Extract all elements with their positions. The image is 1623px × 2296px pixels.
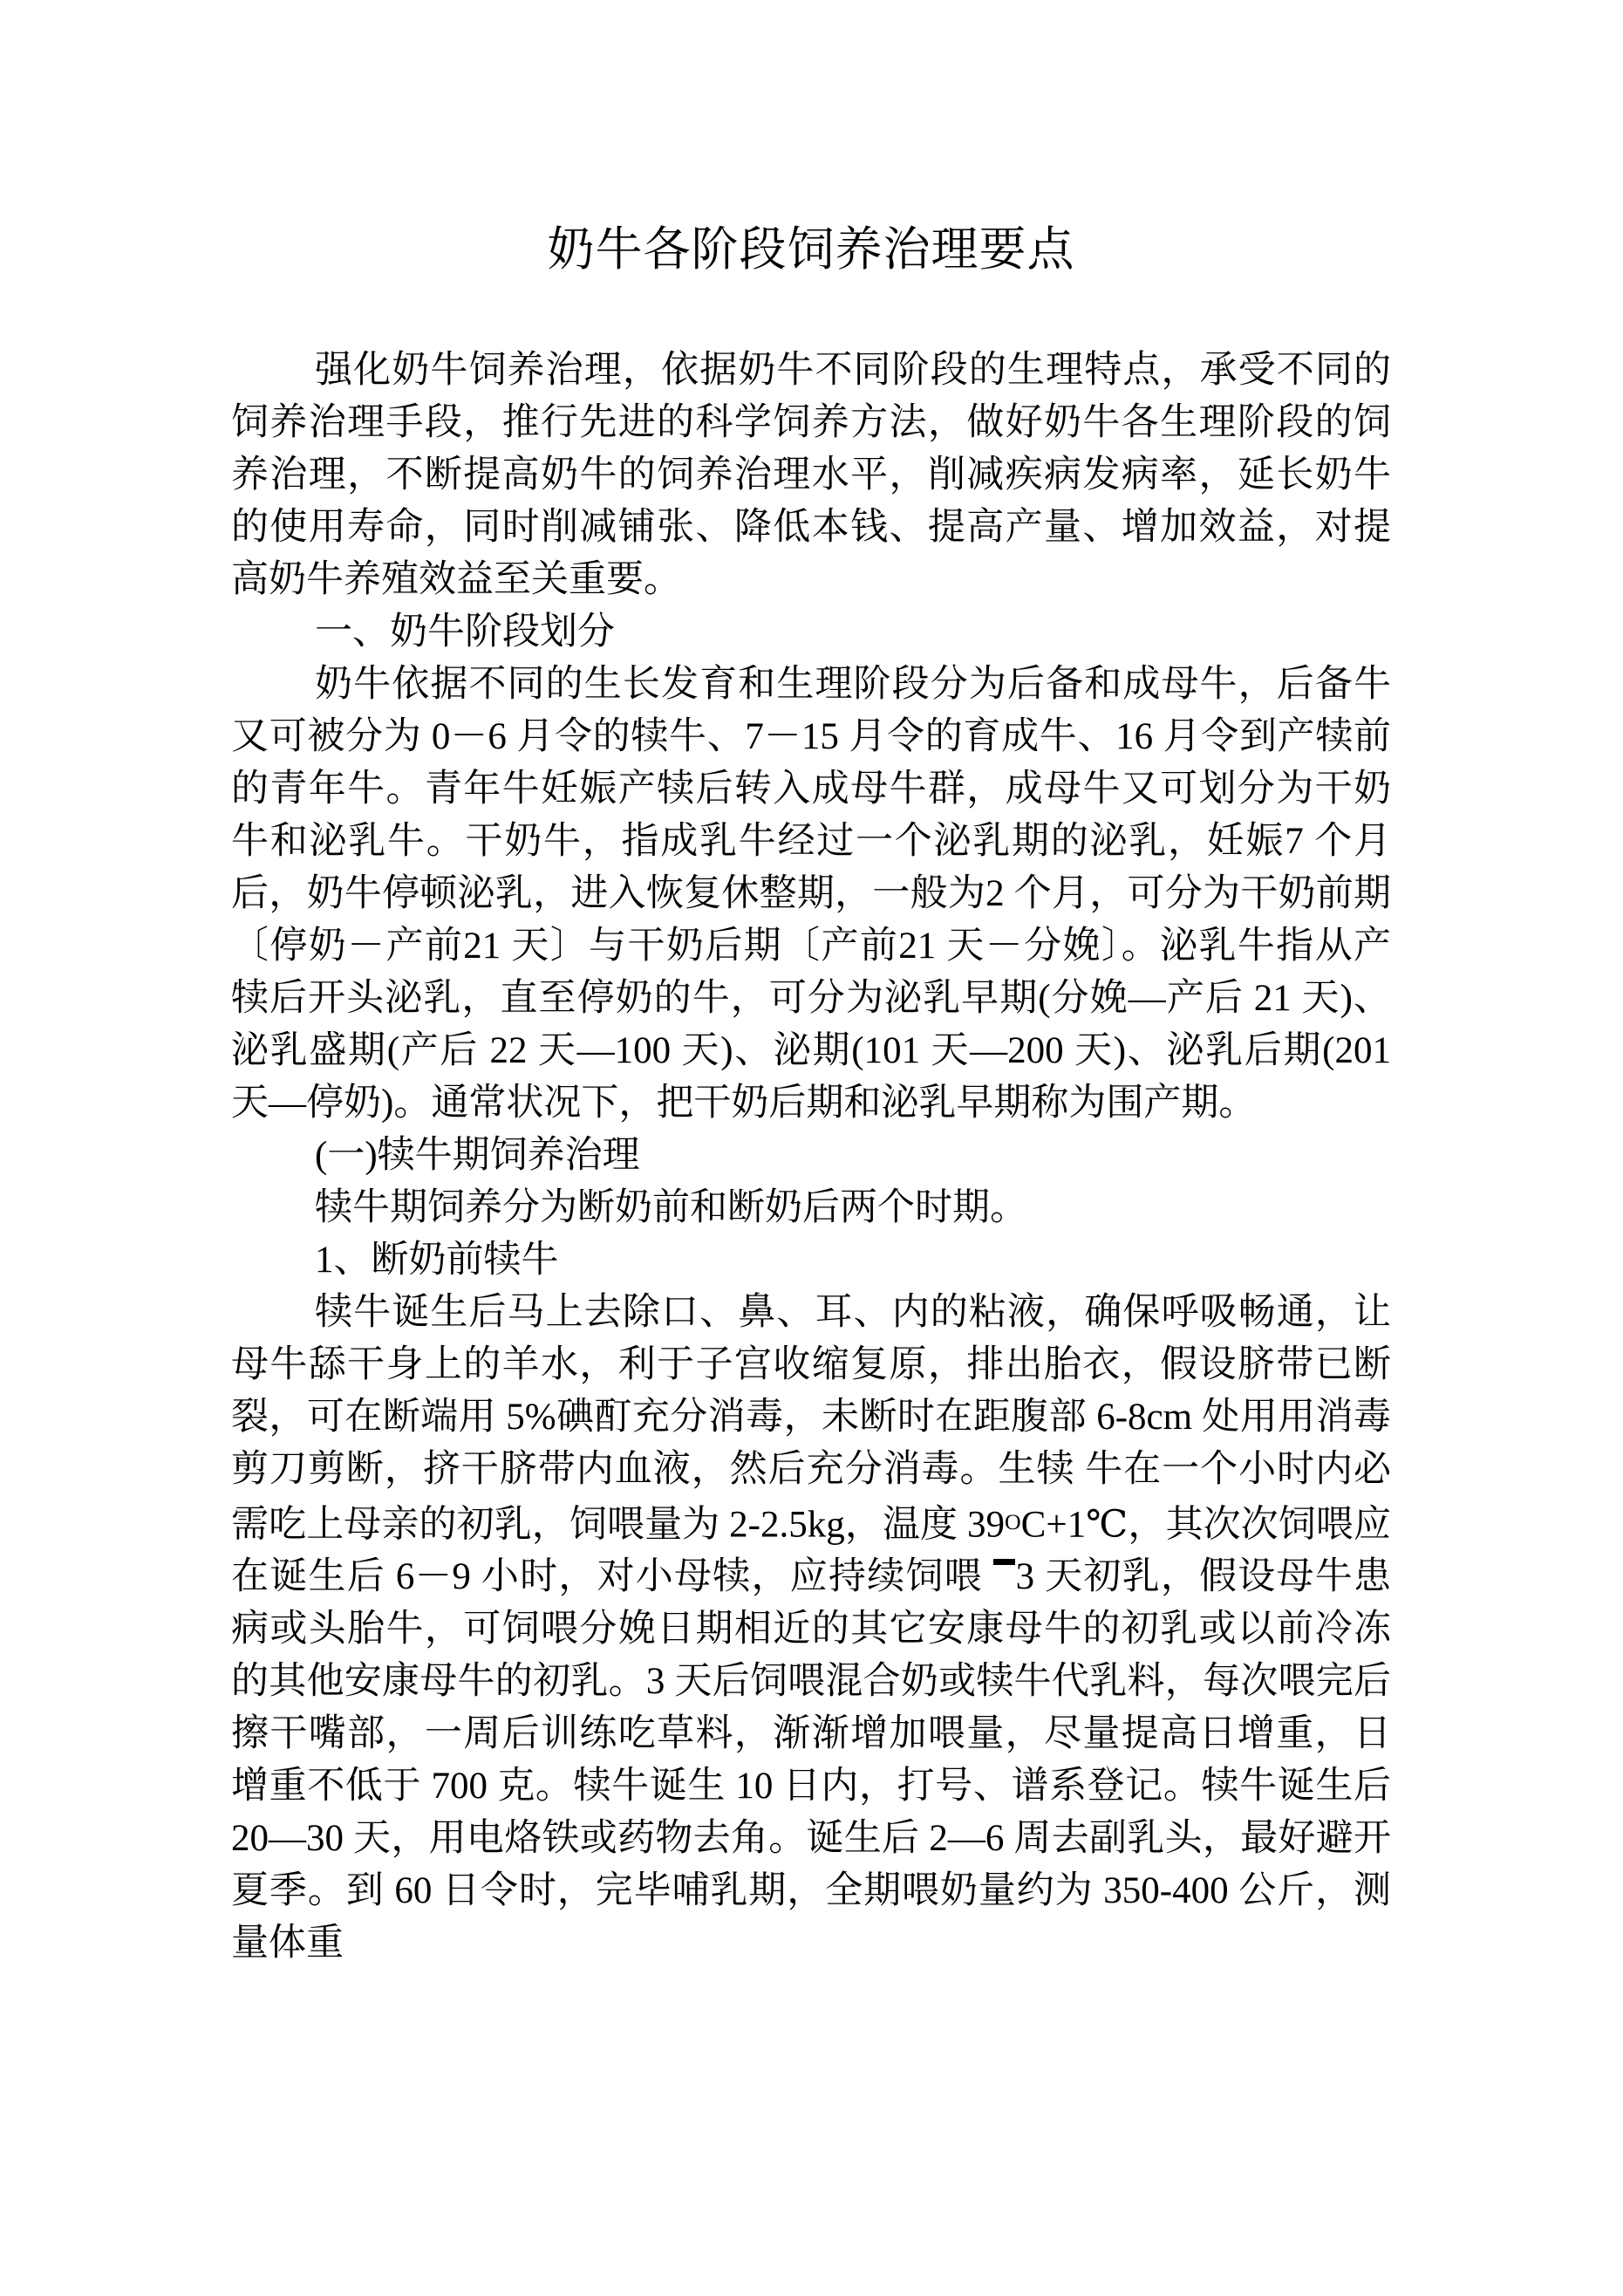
text-segment: 犊牛期饲养分为断奶前和断奶后两个时期。	[315, 1187, 1027, 1228]
text-segment: O	[1005, 1509, 1021, 1534]
overline-mark	[993, 1559, 1015, 1565]
document-body	[231, 345, 1391, 1970]
paragraph	[231, 1234, 1391, 1287]
text-segment: 犊牛诞生后马上去除口、鼻、耳、内的粘液，确保呼吸畅通，让母牛舔干身上的羊水，利于子宫收缩复原，排出胎衣，假设脐带已断裂，可在断端用 5%碘酊充分消毒，未断时在距腹部 6-8cm 处用用消毒剪刀剪断，挤干脐带内血液，然后充分消毒。生犊 牛在一个小时内必需吃上母亲的初乳，饲喂量为 2-2.5kg，温度 39	[231, 1292, 1391, 1546]
text-segment: 一、奶牛阶段划分	[315, 612, 615, 653]
text-segment: 3 天初乳，假设母牛患病或头胎牛，可饲喂分娩日期相近的其它安康母牛的初乳或以前冷冻的其他安康母牛的初乳。3 天后饲喂混合奶或犊牛代乳料，每次喂完后擦干嘴部，一周后训练吃草料，渐渐增加喂量，尽量提高日增重，日增重不低于 700 克。犊牛诞生 10 日内，打号、谱系登记。犊牛诞生后 20—30 天，用电烙铁或药物去角。诞生后 2—6 周去副乳头，最好避开夏季。到 60 日令时，完毕哺乳期，全期喂奶量约为 350-400 公斤，测量体重	[231, 1556, 1392, 1965]
document-title: 奶牛各阶段饲养治理要点	[547, 223, 1075, 276]
text-segment: 1、断奶前犊牛	[315, 1240, 559, 1281]
paragraph	[231, 345, 1391, 606]
paragraph	[231, 606, 1391, 659]
paragraph	[231, 659, 1391, 1130]
text-segment: 强化奶牛饲养治理，依据奶牛不同阶段的生理特点，承受不同的饲养治理手段，推行先进的科学饲养方法，做好奶牛各生理阶段的饲养治理，不断提高奶牛的饲养治理水平，削减疾病发病率，延长奶牛的使用寿命，同时削减铺张、降低本钱、提高产量、增加效益，对提高奶牛养殖效益至关重要。	[231, 350, 1391, 600]
text-segment: C+1℃，其次次饲喂应在诞生后 6－9 小时，对小母犊，应持续饲喂	[231, 1504, 1391, 1598]
paragraph	[231, 1182, 1391, 1234]
text-segment: 奶牛依据不同的生长发育和生理阶段分为后备和成母牛，后备牛又可被分为 0－6 月令的犊牛、7－15 月令的育成牛、16 月令到产犊前的青年牛。青年牛妊娠产犊后转入成母牛群，成母牛又可划分为干奶牛和泌乳牛。干奶牛，指成乳牛经过一个泌乳期的泌乳，妊娠7 个月后，奶牛停顿泌乳，进入恢复休整期，一般为2 个月，可分为干奶前期〔停奶－产前21 天〕与干奶后期〔产前21 天－分娩〕。泌乳牛指从产犊后开头泌乳，直至停奶的牛，可分为泌乳早期(分娩—产后 21 天)、泌乳盛期(产后 22 天—100 天)、泌期(101 天—200 天)、泌乳后期(201 天—停奶)。通常状况下，把干奶后期和泌乳早期称为围产期。	[231, 664, 1391, 1124]
paragraph	[231, 1287, 1391, 1970]
text-segment: (一)犊牛期饲养治理	[315, 1135, 640, 1176]
paragraph	[231, 1130, 1391, 1182]
